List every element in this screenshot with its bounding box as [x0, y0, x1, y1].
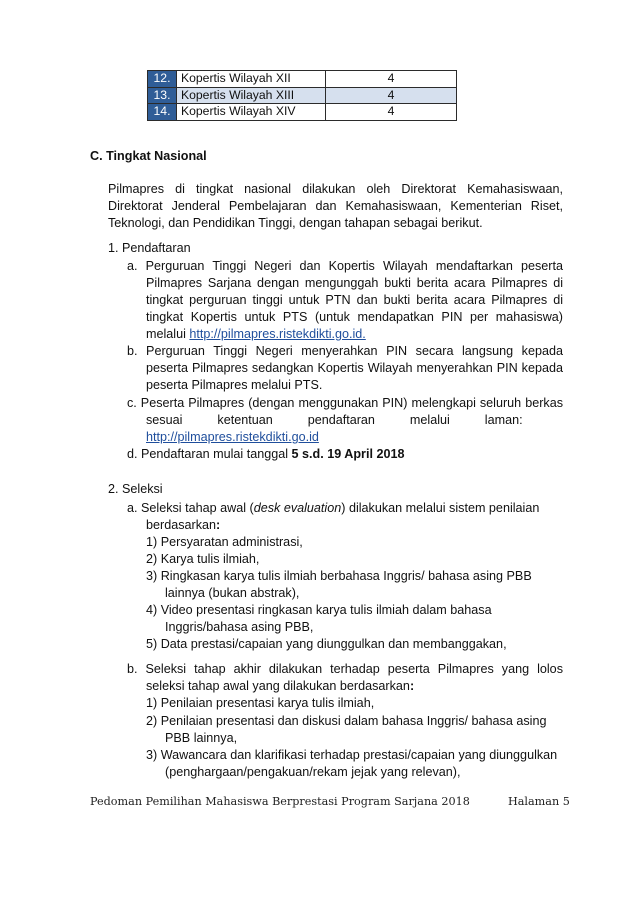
- seleksi-b-line-2: [146, 678, 414, 695]
- pendaftaran-c-line-2: sesuai ketentuan pendaftaran melalui laman:: [146, 413, 523, 427]
- seleksi-a-item-4: 4) Video presentasi ringkasan karya tulis ilmiah dalam bahasa: [146, 603, 492, 617]
- pendaftaran-d-date: 5 s.d. 19 April 2018: [291, 447, 405, 461]
- seleksi-b-item-2-cont: PBB lainnya,: [165, 731, 238, 745]
- intro-line-2: Direktorat Jenderal Pembelajaran dan Kemahasiswaan, Kementerian Riset,: [108, 199, 563, 213]
- seleksi-heading: 2. Seleksi: [108, 482, 163, 496]
- intro-line-1: Pilmapres di tingkat nasional dilakukan oleh Direktorat Kemahasiswaan,: [108, 182, 563, 196]
- pendaftaran-a-prefix: melalui: [146, 327, 190, 341]
- seleksi-b-item-3: 3) Wawancara dan klarifikasi terhadap prestasi/capaian yang diunggulkan: [146, 748, 558, 762]
- seleksi-b-line-1: b. Seleksi tahap akhir dilakukan terhadap peserta Pilmapres yang lolos: [127, 662, 563, 676]
- pendaftaran-b-line-3: peserta Pilmapres melalui PTS.: [146, 378, 323, 392]
- seleksi-a-line-1-text: [127, 500, 539, 517]
- row-number: 12.: [148, 71, 177, 88]
- row-name: Kopertis Wilayah XIII: [177, 87, 326, 104]
- table-row: [148, 87, 457, 104]
- seleksi-a-item-4-cont: Inggris/bahasa asing PBB,: [165, 620, 314, 634]
- pilmapres-link-2[interactable]: http://pilmapres.ristekdikti.go.id: [146, 430, 319, 444]
- pendaftaran-d-prefix: d. Pendaftaran mulai tanggal: [127, 447, 292, 461]
- kopertis-table: [147, 70, 457, 121]
- seleksi-b-colon: :: [409, 679, 415, 693]
- pilmapres-link[interactable]: http://pilmapres.ristekdikti.go.id.: [189, 327, 366, 341]
- pendaftaran-d: [127, 446, 404, 463]
- row-number: 13.: [148, 87, 177, 104]
- pendaftaran-a-line-1: a. Perguruan Tinggi Negeri dan Kopertis Wilayah mendaftarkan peserta: [127, 259, 563, 273]
- row-name: Kopertis Wilayah XII: [177, 71, 326, 88]
- seleksi-a-post: ) dilakukan melalui sistem penilaian: [341, 501, 540, 515]
- seleksi-a-item-3-cont: lainnya (bukan abstrak),: [165, 586, 300, 600]
- seleksi-a-line-1: [127, 500, 563, 517]
- seleksi-b-line-2-text: seleksi tahap awal yang dilakukan berdasarkan: [146, 679, 410, 693]
- seleksi-a-colon: :: [216, 518, 221, 532]
- seleksi-a-pre: a. Seleksi tahap awal (: [127, 501, 254, 515]
- seleksi-a-item-3: 3) Ringkasan karya tulis ilmiah berbahasa Inggris/ bahasa asing PBB: [146, 569, 532, 583]
- pendaftaran-b-line-1: b. Perguruan Tinggi Negeri menyerahkan PIN secara langsung kepada: [127, 344, 563, 358]
- pendaftaran-c-line-1: c. Peserta Pilmapres (dengan menggunakan PIN) melengkapi seluruh berkas: [127, 396, 563, 410]
- row-value: 4: [326, 104, 457, 121]
- pendaftaran-heading: 1. Pendaftaran: [108, 241, 191, 255]
- seleksi-b-item-2: 2) Penilaian presentasi dan diskusi dalam bahasa Inggris/ bahasa asing: [146, 714, 547, 728]
- table-row: [148, 104, 457, 121]
- intro-line-3: Teknologi, dan Pendidikan Tinggi, dengan tahapan sebagai berikut.: [108, 216, 483, 230]
- row-value: 4: [326, 71, 457, 88]
- table-row: [148, 71, 457, 88]
- row-name: Kopertis Wilayah XIV: [177, 104, 326, 121]
- seleksi-a-item-2: 2) Karya tulis ilmiah,: [146, 552, 260, 566]
- footer-page-number: Halaman 5: [508, 795, 570, 808]
- seleksi-b-item-3-cont: (penghargaan/pengakuan/rekam jejak yang relevan),: [165, 765, 461, 779]
- pendaftaran-a-line-2: Pilmapres Sarjana dengan mengunggah bukti berita acara Pilmapres di: [146, 276, 563, 290]
- seleksi-a-line-2-text: berdasarkan: [146, 518, 217, 532]
- pendaftaran-b-line-2: peserta Pilmapres sedangkan Kopertis Wilayah menyerahkan PIN kepada: [146, 361, 563, 375]
- section-c-heading: C. Tingkat Nasional: [90, 149, 207, 163]
- seleksi-a-italic: desk evaluation: [253, 501, 342, 515]
- row-number: 14.: [148, 104, 177, 121]
- seleksi-a-item-1: 1) Persyaratan administrasi,: [146, 535, 303, 549]
- pendaftaran-a-line-4: tingkat Kopertis untuk PTS (untuk mendapatkan PIN per mahasiswa): [146, 310, 563, 324]
- seleksi-a-item-5: 5) Data prestasi/capaian yang diunggulkan dan membanggakan,: [146, 637, 507, 651]
- seleksi-b-item-1: 1) Penilaian presentasi karya tulis ilmiah,: [146, 696, 375, 710]
- footer-title: Pedoman Pemilihan Mahasiswa Berprestasi Program Sarjana 2018: [90, 795, 470, 808]
- pendaftaran-a-line-3: tingkat perguruan tinggi untuk PTN dan bukti berita acara Pilmapres di: [146, 293, 563, 307]
- seleksi-a-line-2: [146, 517, 220, 534]
- pendaftaran-a-line-5: [146, 326, 366, 343]
- row-value: 4: [326, 87, 457, 104]
